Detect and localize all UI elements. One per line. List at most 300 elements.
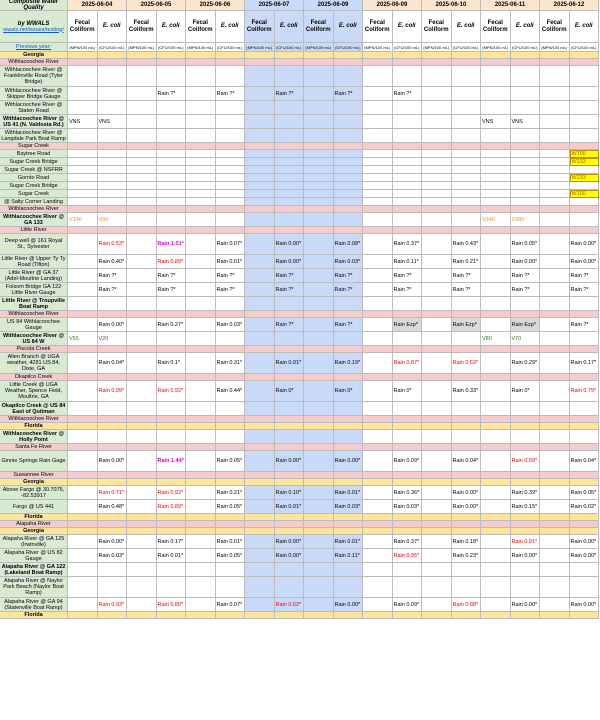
value-cell [393, 297, 423, 311]
value-cell [422, 479, 452, 486]
site-label: Little River @ Upper Ty Ty Road (Tifton) [0, 255, 68, 269]
value-cell [245, 66, 275, 87]
value-cell [452, 206, 482, 213]
header-dates-row [0, 0, 600, 11]
value-cell [68, 521, 98, 528]
value-cell [452, 59, 482, 66]
url-link[interactable]: wwals.net/issues/testing/ [3, 26, 64, 33]
value-cell [481, 402, 511, 416]
value-cell [304, 59, 334, 66]
value-cell [481, 381, 511, 402]
value-cell [422, 472, 452, 479]
value-cell [275, 213, 305, 227]
value-cell [422, 374, 452, 381]
value-cell [363, 472, 393, 479]
type-header: E. coli [334, 11, 364, 43]
value-cell [157, 158, 187, 166]
value-cell [363, 430, 393, 444]
value-cell: Rain 0.08* [334, 234, 364, 255]
value-cell [393, 612, 423, 619]
value-cell [186, 346, 216, 353]
value-cell [186, 423, 216, 430]
value-cell [68, 528, 98, 535]
value-cell [363, 451, 393, 472]
value-cell [363, 549, 393, 563]
value-cell [334, 174, 364, 182]
value-cell [127, 528, 157, 535]
value-cell [186, 430, 216, 444]
value-cell [334, 514, 364, 521]
value-cell [275, 479, 305, 486]
site-row [0, 101, 600, 115]
value-cell [511, 416, 541, 423]
value-cell [304, 479, 334, 486]
value-cell [186, 66, 216, 87]
value-cell [245, 374, 275, 381]
value-cell [304, 150, 334, 158]
value-cell [422, 115, 452, 129]
value-cell [334, 166, 364, 174]
value-cell [304, 472, 334, 479]
value-cell [245, 283, 275, 297]
value-cell [275, 129, 305, 143]
site-row [0, 535, 600, 549]
value-cell [481, 430, 511, 444]
value-cell [216, 528, 246, 535]
value-cell [363, 213, 393, 227]
value-cell: Rain 0.93* [98, 598, 128, 612]
value-cell [540, 213, 570, 227]
value-cell [511, 297, 541, 311]
value-cell [511, 563, 541, 577]
value-cell [422, 166, 452, 174]
header-units-row [0, 43, 600, 52]
value-cell [304, 143, 334, 150]
value-cell [186, 535, 216, 549]
site-label: Withlacoochee River [0, 206, 68, 213]
value-cell [422, 52, 452, 59]
value-cell [127, 101, 157, 115]
value-cell: VNS [481, 115, 511, 129]
unit-header: (CFU/100 mL) [98, 43, 128, 52]
value-cell [363, 206, 393, 213]
value-cell: V340 [481, 213, 511, 227]
value-cell [393, 577, 423, 598]
type-header: E. coli [393, 11, 423, 43]
value-cell [98, 206, 128, 213]
value-cell: Rain 0.00* [570, 255, 600, 269]
value-cell [481, 500, 511, 514]
value-cell [68, 444, 98, 451]
value-cell [245, 479, 275, 486]
value-cell [511, 528, 541, 535]
value-cell [393, 158, 423, 166]
value-cell: Rain 0.44* [216, 381, 246, 402]
value-cell: Rain 0.91* [511, 535, 541, 549]
value-cell: Rain ?* [334, 87, 364, 101]
site-label: Sugar Creek Bridge [0, 182, 68, 190]
site-label: Alapaha River @ Naylor Park Beach (Naylor Boat Ramp) [0, 577, 68, 598]
value-cell [363, 255, 393, 269]
value-cell [245, 52, 275, 59]
value-cell [127, 430, 157, 444]
value-cell [245, 332, 275, 346]
value-cell [422, 190, 452, 198]
value-cell [452, 402, 482, 416]
value-cell [570, 514, 600, 521]
site-row [0, 255, 600, 269]
value-cell [481, 234, 511, 255]
value-cell [363, 353, 393, 374]
value-cell [157, 612, 187, 619]
unit-header: (CFU/100 mL) [275, 43, 305, 52]
value-cell [452, 577, 482, 598]
value-cell [304, 66, 334, 87]
value-cell [363, 150, 393, 158]
value-cell [245, 318, 275, 332]
site-row [0, 486, 600, 500]
value-cell: Rain 0.18* [452, 535, 482, 549]
value-cell: Rain 0.19* [334, 353, 364, 374]
value-cell [422, 500, 452, 514]
value-cell [334, 297, 364, 311]
value-cell: Rain ?* [570, 283, 600, 297]
value-cell [540, 353, 570, 374]
value-cell: Rain 0.05* [570, 486, 600, 500]
value-cell [452, 182, 482, 190]
value-cell [304, 255, 334, 269]
value-cell [304, 332, 334, 346]
value-cell [363, 346, 393, 353]
value-cell [452, 190, 482, 198]
value-cell [540, 374, 570, 381]
value-cell [98, 612, 128, 619]
value-cell [304, 101, 334, 115]
value-cell [245, 101, 275, 115]
value-cell [422, 451, 452, 472]
site-label: Folsom Bridge GA 122 Little River Gauge [0, 283, 68, 297]
value-cell [304, 451, 334, 472]
value-cell [393, 521, 423, 528]
value-cell [422, 486, 452, 500]
value-cell [481, 598, 511, 612]
value-cell [157, 416, 187, 423]
value-cell [304, 444, 334, 451]
value-cell [422, 311, 452, 318]
unit-header: (MPN/100 mL) [422, 43, 452, 52]
value-cell [422, 514, 452, 521]
value-cell [393, 563, 423, 577]
value-cell [275, 158, 305, 166]
value-cell [422, 158, 452, 166]
value-cell [540, 166, 570, 174]
value-cell [245, 353, 275, 374]
value-cell [98, 514, 128, 521]
value-cell: Rain 0.02* [570, 500, 600, 514]
value-cell [98, 150, 128, 158]
value-cell [304, 129, 334, 143]
value-cell [570, 332, 600, 346]
value-cell [275, 206, 305, 213]
value-cell: Rain 0.00* [275, 535, 305, 549]
value-cell: Rain 0.31* [216, 353, 246, 374]
value-cell [98, 521, 128, 528]
value-cell [186, 500, 216, 514]
value-cell [334, 472, 364, 479]
value-cell [245, 535, 275, 549]
value-cell [157, 563, 187, 577]
value-cell: Rain 0.15* [511, 500, 541, 514]
value-cell [68, 612, 98, 619]
value-cell: Rain 0.62* [275, 598, 305, 612]
value-cell [216, 297, 246, 311]
site-row [0, 563, 600, 577]
value-cell [422, 353, 452, 374]
value-cell [245, 59, 275, 66]
value-cell [540, 514, 570, 521]
value-cell [68, 318, 98, 332]
value-cell [127, 577, 157, 598]
value-cell [540, 332, 570, 346]
value-cell [540, 190, 570, 198]
value-cell [481, 472, 511, 479]
value-cell [216, 521, 246, 528]
value-cell [570, 430, 600, 444]
value-cell [393, 311, 423, 318]
value-cell [540, 318, 570, 332]
value-cell [245, 521, 275, 528]
value-cell [186, 174, 216, 182]
value-cell [481, 87, 511, 101]
value-cell: Rain 0.87* [393, 353, 423, 374]
value-cell [363, 269, 393, 283]
value-cell [540, 451, 570, 472]
value-cell [127, 234, 157, 255]
type-header: E. coli [216, 11, 246, 43]
value-cell [275, 528, 305, 535]
value-cell [481, 416, 511, 423]
value-cell [511, 521, 541, 528]
value-cell [275, 430, 305, 444]
type-header: Fecal Coliform [363, 11, 393, 43]
value-cell: Rain 0.1* [157, 353, 187, 374]
value-cell [304, 577, 334, 598]
value-cell [186, 486, 216, 500]
value-cell [304, 423, 334, 430]
value-cell [98, 416, 128, 423]
value-cell [245, 166, 275, 174]
value-cell: Rain 0.05* [511, 234, 541, 255]
value-cell [393, 52, 423, 59]
value-cell [186, 521, 216, 528]
value-cell [540, 150, 570, 158]
value-cell [334, 311, 364, 318]
value-cell [481, 297, 511, 311]
unit-header: (CFU/100 mL) [157, 43, 187, 52]
value-cell [68, 174, 98, 182]
value-cell [275, 52, 305, 59]
value-cell [393, 332, 423, 346]
section-band [0, 416, 600, 423]
value-cell [98, 101, 128, 115]
type-header: Fecal Coliform [68, 11, 98, 43]
section-band [0, 612, 600, 619]
value-cell [157, 143, 187, 150]
value-cell [186, 101, 216, 115]
value-cell [157, 66, 187, 87]
value-cell [245, 269, 275, 283]
value-cell [98, 190, 128, 198]
value-cell [422, 59, 452, 66]
site-row [0, 234, 600, 255]
value-cell [452, 514, 482, 521]
value-cell [275, 198, 305, 206]
value-cell [511, 514, 541, 521]
value-cell [186, 87, 216, 101]
unit-header: (CFU/100 mL) [511, 43, 541, 52]
value-cell [216, 59, 246, 66]
value-cell [334, 577, 364, 598]
value-cell [157, 227, 187, 234]
value-cell [511, 182, 541, 190]
value-cell [245, 198, 275, 206]
value-cell [304, 514, 334, 521]
value-cell [422, 129, 452, 143]
value-cell [422, 612, 452, 619]
value-cell [540, 577, 570, 598]
value-cell [570, 227, 600, 234]
value-cell [275, 416, 305, 423]
value-cell [540, 143, 570, 150]
value-cell [157, 115, 187, 129]
value-cell [452, 143, 482, 150]
value-cell [540, 486, 570, 500]
value-cell [452, 423, 482, 430]
value-cell [98, 198, 128, 206]
value-cell: Rain 0.00* [511, 549, 541, 563]
value-cell: Rain 0.03* [334, 500, 364, 514]
value-cell [363, 115, 393, 129]
value-cell [540, 612, 570, 619]
value-cell [216, 115, 246, 129]
value-cell [363, 535, 393, 549]
date-header: 2025-06-12 [540, 0, 599, 11]
value-cell [68, 297, 98, 311]
value-cell: Rain 0.00* [452, 486, 482, 500]
value-cell: Rain ?* [98, 269, 128, 283]
value-cell [304, 234, 334, 255]
value-cell [334, 213, 364, 227]
value-cell [511, 311, 541, 318]
value-cell [334, 521, 364, 528]
value-cell [68, 563, 98, 577]
value-cell: Rain 0.00* [275, 234, 305, 255]
value-cell [186, 255, 216, 269]
value-cell [334, 206, 364, 213]
site-label: Withlacoochee River @ Staten Road [0, 101, 68, 115]
value-cell [393, 101, 423, 115]
value-cell [68, 577, 98, 598]
value-cell [275, 166, 305, 174]
value-cell [216, 346, 246, 353]
value-cell [98, 52, 128, 59]
value-cell [216, 227, 246, 234]
value-cell [304, 381, 334, 402]
value-cell [127, 59, 157, 66]
value-cell: Rain 0.95* [393, 549, 423, 563]
value-cell [570, 402, 600, 416]
value-cell [334, 423, 364, 430]
value-cell [363, 612, 393, 619]
value-cell [511, 174, 541, 182]
value-cell [216, 430, 246, 444]
site-label: Okapilco Creek [0, 374, 68, 381]
value-cell [570, 423, 600, 430]
site-label: Alapaha River @ GA 122 (Lakeland Boat Ramp) [0, 563, 68, 577]
value-cell [334, 182, 364, 190]
value-cell [304, 402, 334, 416]
value-cell [275, 66, 305, 87]
value-cell [275, 143, 305, 150]
value-cell [570, 182, 600, 190]
site-row [0, 269, 600, 283]
value-cell [245, 158, 275, 166]
value-cell [481, 563, 511, 577]
value-cell [393, 472, 423, 479]
value-cell [275, 521, 305, 528]
value-cell [68, 143, 98, 150]
value-cell [422, 101, 452, 115]
value-cell [98, 402, 128, 416]
value-cell [452, 528, 482, 535]
value-cell: Rain ?* [275, 87, 305, 101]
value-cell: VNS [68, 115, 98, 129]
value-cell [452, 101, 482, 115]
value-cell [304, 374, 334, 381]
value-cell [540, 430, 570, 444]
value-cell [127, 166, 157, 174]
value-cell: Rain 0.01* [334, 535, 364, 549]
value-cell: Rain 0.04* [570, 451, 600, 472]
value-cell [186, 59, 216, 66]
value-cell: Rain ?* [157, 87, 187, 101]
value-cell [511, 206, 541, 213]
value-cell [304, 283, 334, 297]
value-cell [186, 190, 216, 198]
previous-year-link[interactable]: Previous year: [0, 43, 68, 52]
site-label: Alapaha River @ GA 94 (Statenville Boat Ramp) [0, 598, 68, 612]
value-cell [540, 311, 570, 318]
value-cell [157, 206, 187, 213]
value-cell [245, 423, 275, 430]
value-cell [422, 563, 452, 577]
value-cell [245, 500, 275, 514]
value-cell: Rain 0* [511, 381, 541, 402]
value-cell [98, 346, 128, 353]
value-cell [452, 479, 482, 486]
value-cell: W166 [570, 150, 600, 158]
value-cell [511, 479, 541, 486]
section-band [0, 311, 600, 318]
value-cell [540, 297, 570, 311]
site-label: Baytree Road [0, 150, 68, 158]
value-cell [540, 158, 570, 166]
value-cell [245, 563, 275, 577]
type-header: E. coli [570, 11, 600, 43]
value-cell: Rain 0.01* [275, 353, 305, 374]
value-cell [127, 150, 157, 158]
value-cell: Rain 0.21* [452, 255, 482, 269]
